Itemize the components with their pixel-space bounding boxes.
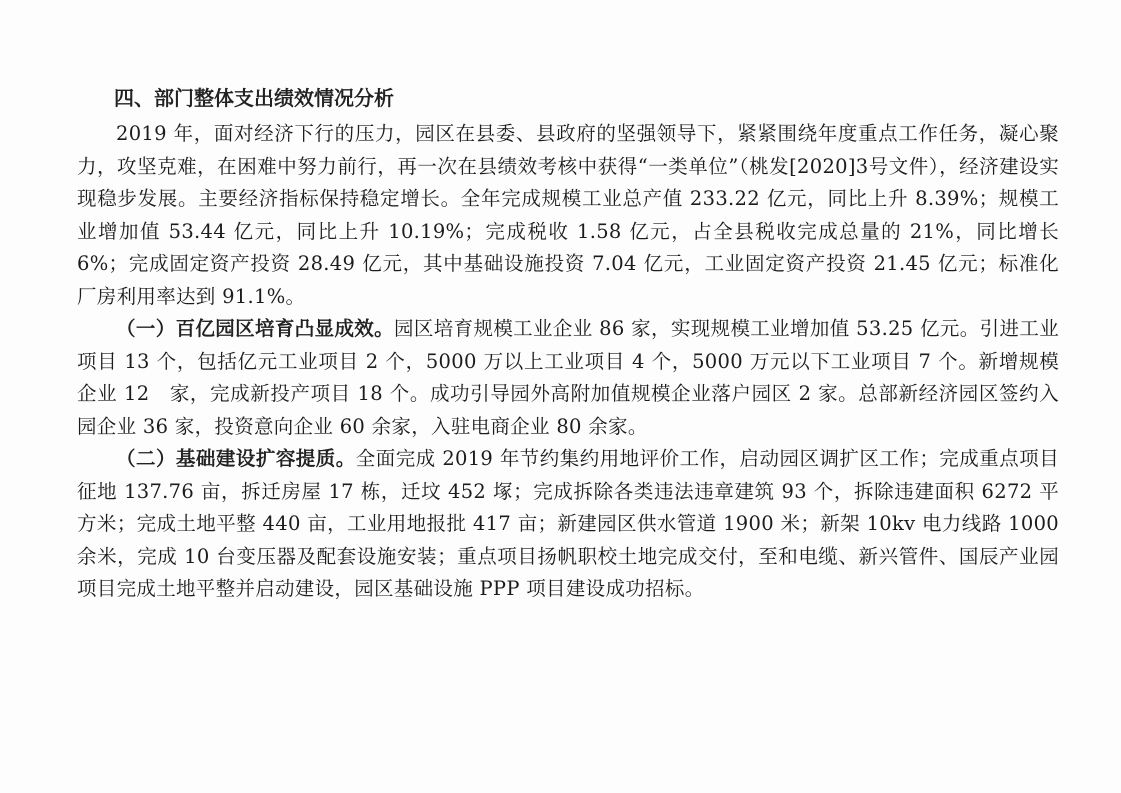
- section-1-paragraph: [77, 313, 1059, 443]
- intro-paragraph: 2019 年，面对经济下行的压力，园区在县委、县政府的坚强领导下，紧紧围绕年度重点工作任务，凝心聚力，攻坚克难，在困难中努力前行，再一次在县绩效考核中获得“一类单位”（桃发[2020]3号文件），经济建设实现稳步发展。主要经济指标保持稳定增长。全年完成规模工业总产值 233.22 亿元，同比上升 8.39%；规模工业增加值 53.44 亿元，同比上升 10.19%；完成税收 1.58 亿元，占全县税收完成总量的 21%，同比增长 6%；完成固定资产投资 28.49 亿元，其中基础设施投资 7.04 亿元，工业固定资产投资 21.45 亿元；标准化厂房利用率达到 91.1%。: [77, 122, 1059, 308]
- section-1-title: （一）百亿园区培育凸显成效。: [116, 317, 395, 340]
- section-heading: 四、部门整体支出绩效情况分析: [114, 86, 394, 110]
- section-2-title: （二）基础建设扩容提质。: [116, 447, 356, 470]
- section-2-paragraph: [77, 443, 1059, 606]
- document-body: [77, 78, 1059, 606]
- section-1-body: 园区培育规模工业企业 86 家，实现规模工业增加值 53.25 亿元。引进工业项目 13 个，包括亿元工业项目 2 个，5000 万以上工业项目 4 个，5000 万元以下工业项目 7 个。新增规模企业 12 家，完成新投产项目 18 个。成功引导园外高附加值规模企业落户园区 2 家。总部新经济园区签约入园企业 36 家，投资意向企业 60 余家，入驻电商企业 80 余家。: [77, 317, 1059, 438]
- section-2-body: 全面完成 2019 年节约集约用地评价工作，启动园区调扩区工作；完成重点项目征地 137.76 亩，拆迁房屋 17 栋，迁坟 452 塚；完成拆除各类违法违章建筑 93 个，拆除违建面积 6272 平方米；完成土地平整 440 亩，工业用地报批 417 亩；新建园区供水管道 1900 米；新架 10kv 电力线路 1000 余米，完成 10 台变压器及配套设施安装；重点项目扬帆职校土地完成交付，至和电缆、新兴管件、国辰产业园项目完成土地平整并启动建设，园区基础设施 PPP 项目建设成功招标。: [77, 447, 1059, 600]
